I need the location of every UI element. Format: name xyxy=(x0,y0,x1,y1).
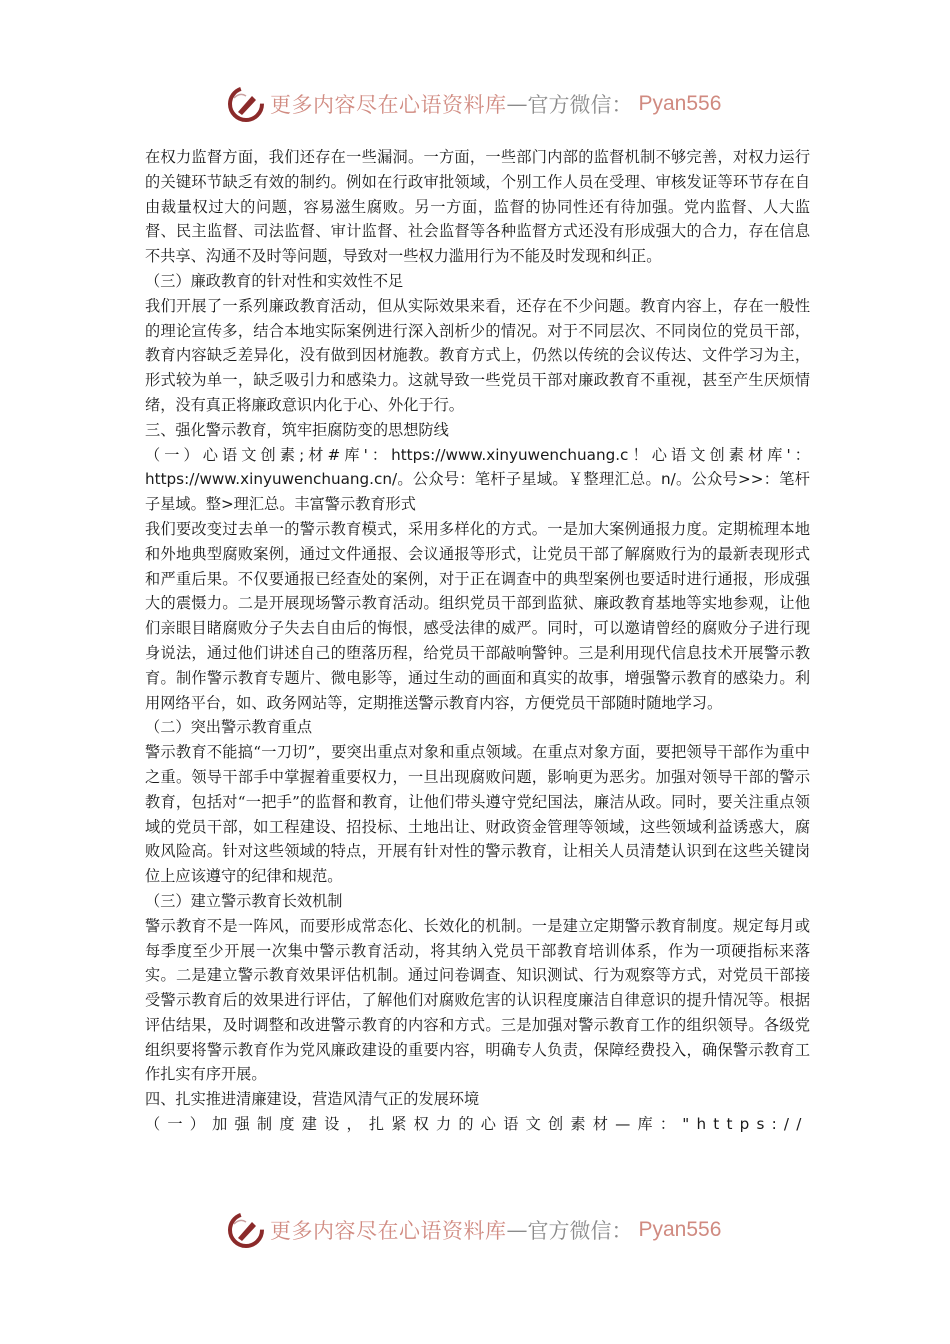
watermark-wechat-label: 官方微信： xyxy=(527,1219,633,1243)
subsection-heading-spaced: （一）加强制度建设，扎紧权力的心语文创素材—库："https:// xyxy=(145,1115,809,1134)
document-body xyxy=(145,145,810,1137)
watermark-banner-top xyxy=(226,82,726,126)
watermark-banner-bottom xyxy=(226,1208,726,1252)
watermark-title: 更多内容尽在心语资料库 xyxy=(270,1219,507,1243)
paragraph-body: 在权力监督方面，我们还存在一些漏洞。一方面，一些部门内部的监督机制不够完善，对权力运行的关键环节缺乏有效的制约。例如在行政审批领域，个别工作人员在受理、审核发证等环节存在自由裁量权过大的问题，容易滋生腐败。另一方面，监督的协同性还有待加强。党内监督、人大监督、民主监督、司法监督、审计监督、社会监督等各种监督方式还没有形成强大的合力，存在信息不共享、沟通不及时等问题，导致对一些权力滥用行为不能及时发现和纠正。 xyxy=(145,148,810,266)
section-heading: （三）廉政教育的针对性和实效性不足 xyxy=(145,271,404,290)
watermark-wechat-id: Pyan556 xyxy=(638,1218,722,1241)
watermark-dash: — xyxy=(506,92,528,116)
paragraph-body: 我们要改变过去单一的警示教育模式，采用多样化的方式。一是加大案例通报力度。定期梳理本地和外地典型腐败案例，通过文件通报、会议通报等形式，让党员干部了解腐败行为的最新表现形式和严重后果。不仅要通报已经查处的案例，对于正在调查中的典型案例也要适时进行通报，形成强大的震慑力。二是开展现场警示教育活动。组织党员干部到监狱、廉政教育基地等实地参观，让他们亲眼目睹腐败分子失去自由后的悔恨，感受法律的威严。同时，可以邀请曾经的腐败分子进行现身说法，通过他们讲述自己的堕落历程，给党员干部敲响警钟。三是利用现代信息技术开展警示教育。制作警示教育专题片、微电影等，通过生动的画面和真实的故事，增强警示教育的感染力。利用网络平台，如、政务网站等，定期推送警示教育内容，方便党员干部随时随地学习。 xyxy=(145,519,810,712)
watermark-title: 更多内容尽在心语资料库 xyxy=(270,93,507,117)
watermark-dash: — xyxy=(506,1218,528,1242)
paragraph-body: 我们开展了一系列廉政教育活动，但从实际效果来看，还存在不少问题。教育内容上，存在一般性的理论宣传多，结合本地实际案例进行深入剖析少的情况。对于不同层次、不同岗位的党员干部，教育内容缺乏差异化，没有做到因材施教。教育方式上，仍然以传统的会议传达、文件学习为主，形式较为单一，缺乏吸引力和感染力。这就导致一些党员干部对廉政教育不重视，甚至产生厌烦情绪，没有真正将廉政意识内化于心、外化于行。 xyxy=(145,296,810,414)
section-heading: （三）建立警示教育长效机制 xyxy=(145,891,343,910)
pen-nib-logo-icon xyxy=(226,1210,266,1250)
watermark-wechat-label: 官方微信： xyxy=(527,93,633,117)
paragraph-body: 警示教育不是一阵风，而要形成常态化、长效化的机制。一是建立定期警示教育制度。规定每月或每季度至少开展一次集中警示教育活动，将其纳入党员干部教育培训体系，作为一项硬指标来落实。二是建立警示教育效果评估机制。通过问卷调查、知识测试、行为观察等方式，对党员干部接受警示教育后的效果进行评估，了解他们对腐败危害的认识程度廉洁自律意识的提升情况等。根据评估结果，及时调整和改进警示教育的内容和方式。三是加强对警示教育工作的组织领导。各级党组织要将警示教育作为党风廉政建设的重要内容，明确专人负责，保障经费投入，确保警示教育工作扎实有序开展。 xyxy=(145,916,810,1084)
subsection-heading-with-links: （一）心语文创素;材#库'：https://www.xinyuwenchuang.c！心语文创素材库'：https://www.xinyuwenchuang.cn/。公众号：笔杆子星域。￥整理汇总。n/。公众号>>：笔杆子星域。整>理汇总。丰富警示教育形式 xyxy=(145,445,810,514)
paragraph-body: 警示教育不能搞“一刀切”，要突出重点对象和重点领域。在重点对象方面，要把领导干部作为重中之重。领导干部手中掌握着重要权力，一旦出现腐败问题，影响更为恶劣。加强对领导干部的警示教育，包括对“一把手”的监督和教育，让他们带头遵守党纪国法，廉洁从政。同时，要关注重点领域的党员干部，如工程建设、招投标、土地出让、财政资金管理等领域，这些领域利益诱惑大，腐败风险高。针对这些领域的特点，开展有针对性的警示教育，让相关人员清楚认识到在这些关键岗位上应该遵守的纪律和规范。 xyxy=(145,743,810,886)
section-heading: 四、扎实推进清廉建设，营造风清气正的发展环境 xyxy=(145,1090,480,1109)
pen-nib-logo-icon xyxy=(226,84,266,124)
watermark-wechat-id: Pyan556 xyxy=(638,92,722,115)
section-heading: 三、强化警示教育，筑牢拒腐防变的思想防线 xyxy=(145,420,449,439)
section-heading: （二）突出警示教育重点 xyxy=(145,718,313,737)
